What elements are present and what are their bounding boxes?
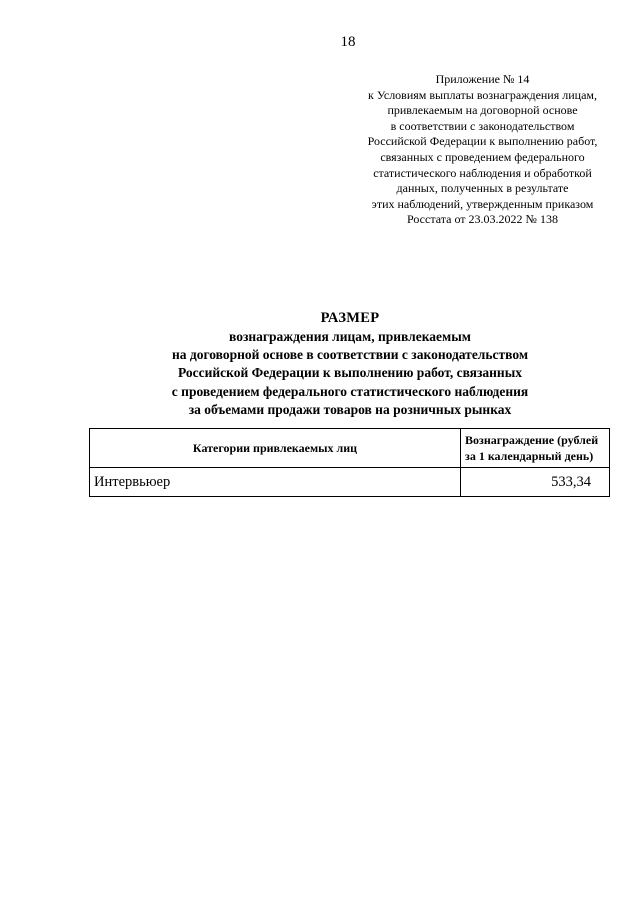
appendix-line: этих наблюдений, утвержденным приказом — [371, 196, 594, 211]
page-number: 18 — [340, 34, 356, 50]
appendix-line: Росстата от 23.03.2022 № 138 — [407, 212, 558, 227]
title-line: вознаграждения лицам, привлекаемым — [229, 329, 471, 344]
appendix-line: Российской Федерации к выполнению работ, — [367, 134, 598, 149]
header-category: Категории привлекаемых лиц — [90, 429, 461, 468]
header-fee — [461, 429, 610, 468]
appendix-line: привлекаемым на договорной основе — [387, 103, 578, 118]
document-title — [80, 308, 620, 419]
appendix-line: связанных с проведением федерального — [380, 149, 585, 164]
fee-table — [89, 428, 610, 497]
appendix-line: данных, полученных в результате — [396, 181, 569, 196]
appendix-line: Приложение № 14 — [435, 72, 530, 86]
appendix-line: в соответствии с законодательством — [390, 118, 575, 133]
title-line: с проведением федерального статистического наблюдения — [171, 383, 529, 399]
title-main: РАЗМЕР — [320, 310, 380, 326]
header-fee-line: за 1 календарный день) — [465, 449, 594, 463]
title-line: за объемами продажи товаров на розничных рынках — [188, 401, 512, 417]
cell-category: Интервьюер — [90, 468, 461, 497]
appendix-block — [330, 72, 635, 228]
appendix-line: статистического наблюдения и обработкой — [373, 165, 592, 180]
header-fee-line: Вознаграждение (рублей — [465, 433, 599, 447]
cell-fee: 533,34 — [461, 468, 610, 497]
table-header-row — [90, 429, 610, 468]
table-row — [90, 468, 610, 497]
title-line: на договорной основе в соответствии с законодательством — [171, 347, 529, 363]
title-line: Российской Федерации к выполнению работ, связанных — [177, 365, 523, 381]
appendix-line: к Условиям выплаты вознаграждения лицам, — [367, 87, 598, 102]
